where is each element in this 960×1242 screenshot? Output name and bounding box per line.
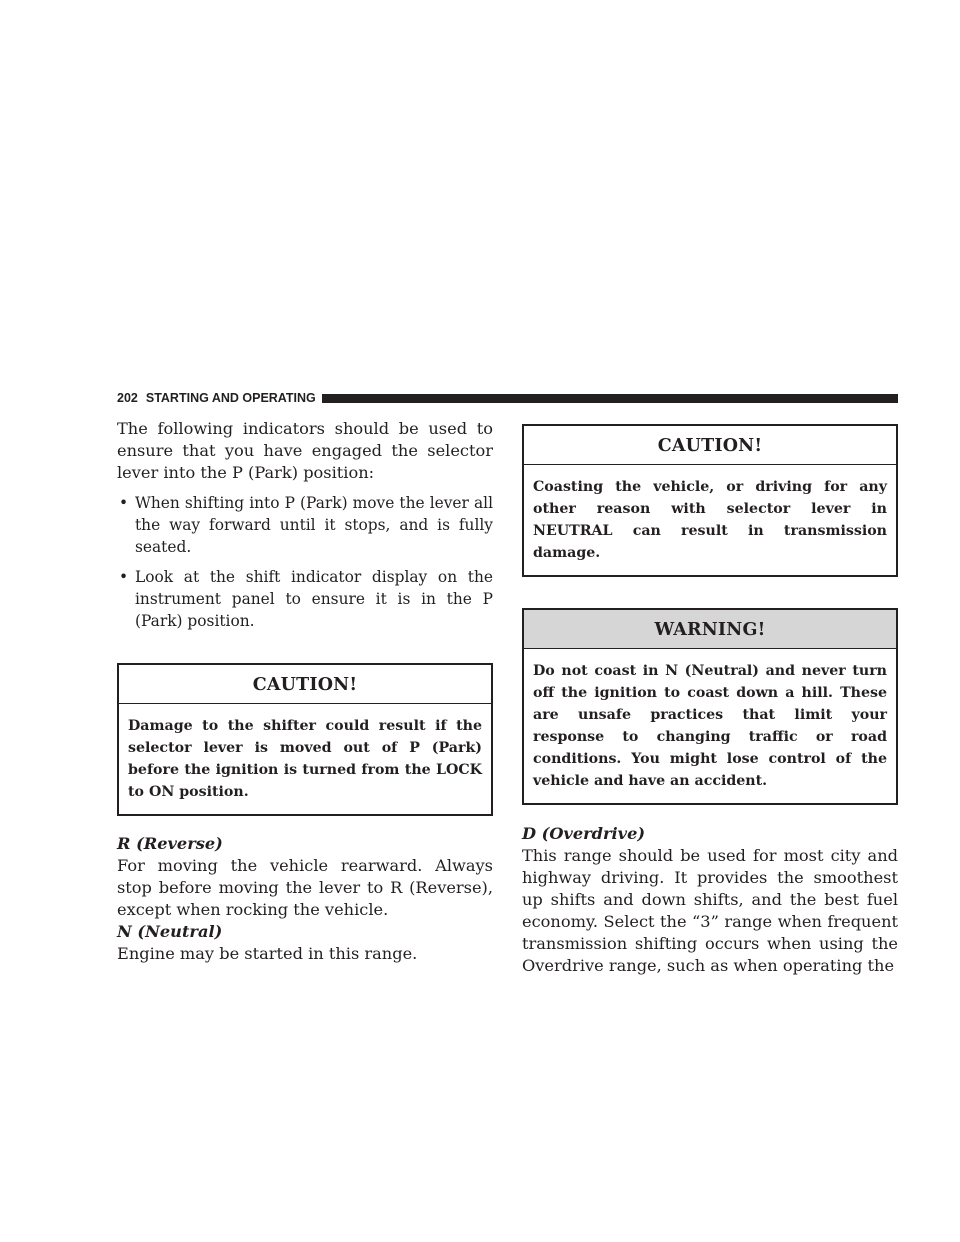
page-header — [117, 391, 898, 405]
reverse-text: For moving the vehicle rearward. Always stop before moving the lever to R (Reverse), except when rocking the vehicle. — [117, 856, 493, 919]
page-number: 202 — [117, 391, 138, 405]
caution-text: Coasting the vehicle, or driving for any other reason with selector lever in NEUTRAL can result in transmission damage. — [533, 479, 887, 561]
caution-title: CAUTION! — [119, 665, 491, 704]
list-item-text: When shifting into P (Park) move the lever all the way forward until it stops, and is fully seated. — [135, 494, 493, 556]
bullet-icon: • — [119, 494, 129, 512]
section-title: STARTING AND OPERATING — [145, 391, 316, 405]
reverse-heading: R (Reverse) — [117, 834, 223, 853]
neutral-heading: N (Neutral) — [117, 922, 223, 941]
caution-box-shifter — [117, 663, 493, 816]
caution-title: CAUTION! — [524, 426, 896, 465]
left-column — [117, 418, 493, 965]
right-column — [522, 424, 898, 977]
header-rule — [322, 394, 898, 403]
bullet-icon: • — [119, 568, 129, 586]
warning-box — [522, 608, 898, 805]
overdrive-text: This range should be used for most city and highway driving. It provides the smoothest up shifts and down shifts, and the best fuel economy. Select the “3” range when frequent transmission shifting occurs when using the Overdrive range, such as when operating the — [522, 846, 898, 975]
overdrive-heading: D (Overdrive) — [522, 824, 646, 843]
list-item — [117, 492, 493, 558]
neutral-text: Engine may be started in this range. — [117, 944, 418, 963]
indicator-list — [117, 492, 493, 632]
intro-paragraph: The following indicators should be used to ensure that you have engaged the selector lever into the P (Park) position: — [117, 419, 493, 482]
list-item — [117, 566, 493, 632]
warning-title: WARNING! — [524, 610, 896, 649]
caution-box-neutral — [522, 424, 898, 577]
caution-text: Damage to the shifter could result if the selector lever is moved out of P (Park) before the ignition is turned from the LOCK to ON position. — [128, 718, 482, 800]
list-item-text: Look at the shift indicator display on the instrument panel to ensure it is in the P (Park) position. — [135, 568, 493, 630]
warning-text: Do not coast in N (Neutral) and never turn off the ignition to coast down a hill. These are unsafe practices that limit your response to changing traffic or road conditions. You might lose control of the vehicle and have an accident. — [533, 663, 887, 789]
